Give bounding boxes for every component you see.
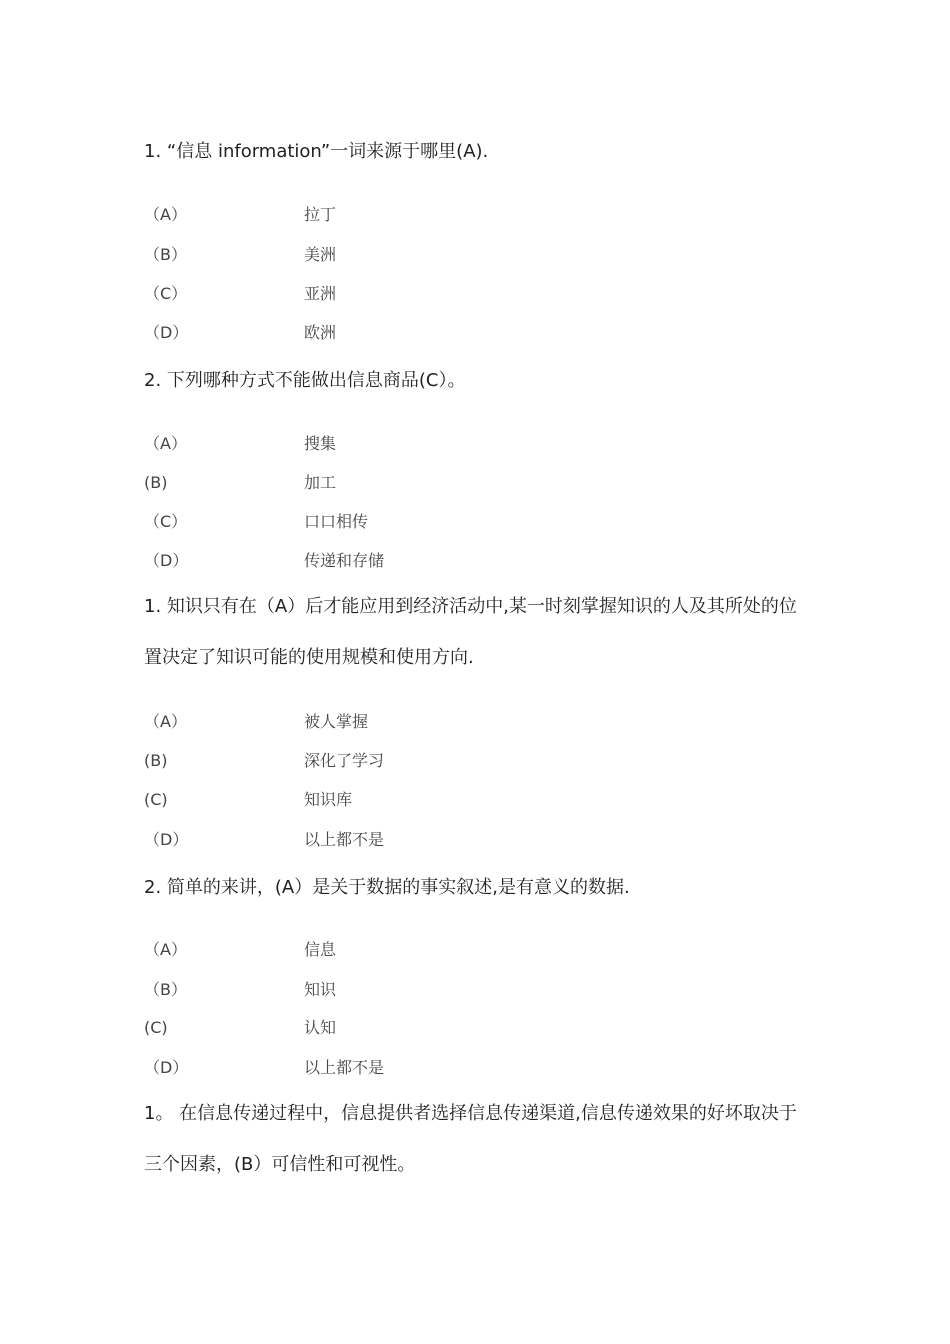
option-letter: （B） xyxy=(144,245,187,264)
option-text: 拉丁 xyxy=(304,205,337,224)
option-text: 欧洲 xyxy=(304,323,337,342)
option-text: 认知 xyxy=(304,1018,337,1037)
option-text: 被人掌握 xyxy=(304,712,369,731)
option-text: 口口相传 xyxy=(304,512,369,531)
question-stem: 1. “信息 information”一词来源于哪里(A). xyxy=(144,141,489,162)
option-letter: (B) xyxy=(144,751,168,770)
option-text: 以上都不是 xyxy=(304,830,385,849)
option-letter: （D） xyxy=(144,323,189,342)
option-text: 传递和存储 xyxy=(304,551,385,570)
option-text: 搜集 xyxy=(304,434,337,453)
option-text: 深化了学习 xyxy=(304,751,385,770)
option-text: 加工 xyxy=(304,473,337,492)
option-text: 美洲 xyxy=(304,245,337,264)
option-letter: （C） xyxy=(144,512,188,531)
option-letter: （B） xyxy=(144,980,187,999)
option-letter: （D） xyxy=(144,830,189,849)
option-text: 知识 xyxy=(304,980,337,999)
option-letter: （D） xyxy=(144,551,189,570)
option-text: 信息 xyxy=(304,940,337,959)
option-letter: （D） xyxy=(144,1058,189,1077)
question-stem: 2. 下列哪种方式不能做出信息商品(C）。 xyxy=(144,370,466,391)
question-stem: 1。 在信息传递过程中，信息提供者选择信息传递渠道,信息传递效果的好坏取决于三个因素，(B）可信性和可视性。 xyxy=(144,1103,797,1175)
option-letter: （A） xyxy=(144,940,187,959)
option-text: 亚洲 xyxy=(304,284,337,303)
option-text: 以上都不是 xyxy=(304,1058,385,1077)
option-text: 知识库 xyxy=(304,790,353,809)
option-letter: （A） xyxy=(144,434,187,453)
option-letter: （A） xyxy=(144,205,187,224)
question-stem: 2. 简单的来讲，(A）是关于数据的事实叙述,是有意义的数据. xyxy=(144,877,630,898)
option-letter: (C) xyxy=(144,790,168,809)
option-letter: (B) xyxy=(144,473,168,492)
option-letter: (C) xyxy=(144,1018,168,1037)
option-letter: （A） xyxy=(144,712,187,731)
question-stem: 1. 知识只有在（A）后才能应用到经济活动中,某一时刻掌握知识的人及其所处的位置决定了知识可能的使用规模和使用方向. xyxy=(144,596,797,668)
option-letter: （C） xyxy=(144,284,188,303)
